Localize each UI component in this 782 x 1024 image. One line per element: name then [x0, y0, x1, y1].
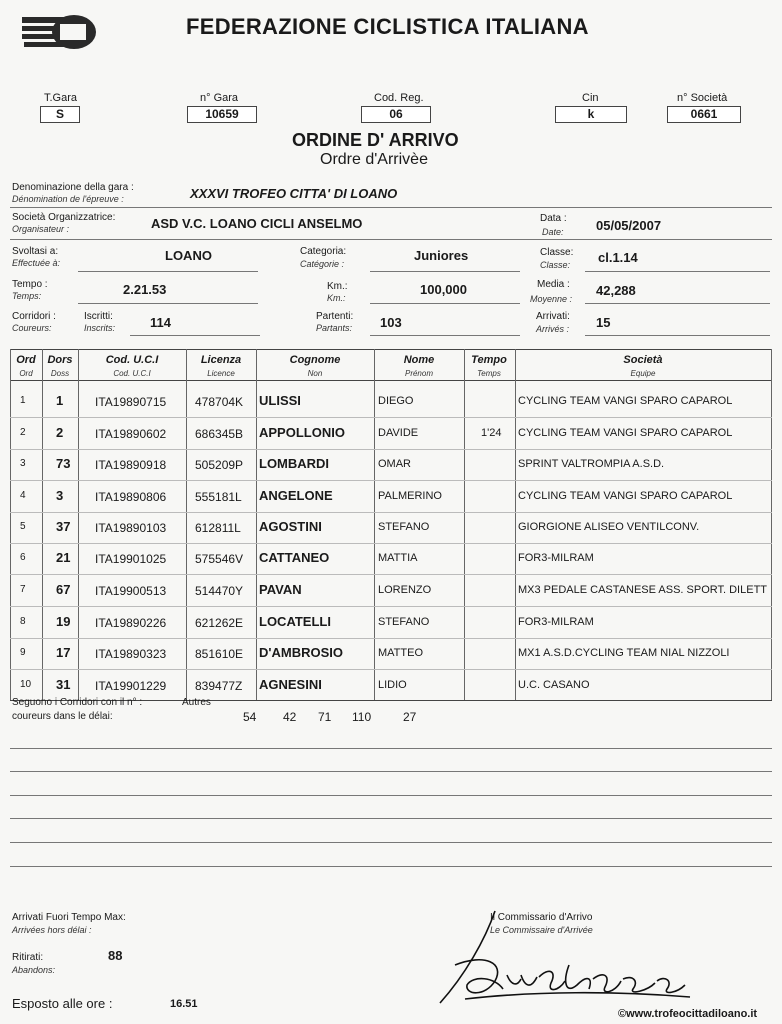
- cell-societa: GIORGIONE ALISEO VENTILCONV.: [518, 521, 700, 533]
- cell-societa: CYCLING TEAM VANGI SPARO CAPAROL: [518, 427, 733, 439]
- cell-cognome: APPOLLONIO: [259, 425, 345, 440]
- seguono-label: Seguono i Corridori con il n° :: [12, 697, 143, 708]
- cell-ord: 9: [20, 647, 26, 658]
- cell-nome: OMAR: [378, 458, 411, 470]
- cell-dors: 17: [56, 645, 71, 660]
- esposto-label: Esposto alle ore :: [12, 996, 113, 1011]
- categoria-value: Juniores: [414, 248, 469, 263]
- societa-label: Società Organizzatrice:: [12, 212, 116, 223]
- cell-uci: ITA19890323: [95, 647, 167, 661]
- codreg-box: 06: [361, 106, 431, 123]
- cell-societa: CYCLING TEAM VANGI SPARO CAPAROL: [518, 490, 733, 502]
- cell-ord: 3: [20, 458, 26, 469]
- nsoc-box: 0661: [667, 106, 741, 123]
- cell-ord: 2: [20, 427, 26, 438]
- cell-ord: 1: [20, 395, 26, 406]
- cell-dors: 1: [56, 393, 64, 408]
- denominazione-label-fr: Dénomination de l'épreuve :: [12, 194, 124, 204]
- ritirati-label-fr: Abandons:: [12, 965, 56, 975]
- commissario-label-fr: Le Commissaire d'Arrivée: [490, 925, 593, 935]
- categoria-label: Categoria:: [300, 246, 347, 257]
- cell-lic: 575546V: [195, 552, 244, 566]
- iscritti-value: 114: [150, 315, 171, 330]
- federation-title: FEDERAZIONE CICLISTICA ITALIANA: [186, 14, 589, 39]
- seguono-number: 110: [352, 710, 372, 724]
- tgara-label: T.Gara: [44, 92, 78, 104]
- commissario-label: Il Commissario d'Arrivo: [490, 912, 593, 923]
- fuori-tempo-label-fr: Arrivées hors délai :: [12, 925, 92, 935]
- cell-dors: 37: [56, 519, 71, 534]
- column-header-fr: Temps: [477, 369, 501, 378]
- cell-lic: 851610E: [195, 647, 244, 661]
- iscritti-label: Iscritti:: [84, 311, 113, 322]
- cell-tempo: 1'24: [481, 427, 502, 439]
- tempo-label-fr: Temps:: [12, 291, 42, 301]
- data-value: 05/05/2007: [596, 218, 662, 233]
- cin-box: k: [555, 106, 627, 123]
- cell-ord: 10: [20, 679, 32, 690]
- codreg-label: Cod. Reg.: [374, 92, 424, 104]
- cell-lic: 621262E: [195, 616, 244, 630]
- fci-logo-icon: [20, 14, 98, 50]
- corridori-label: Corridori :: [12, 311, 56, 322]
- ngara-box: 10659: [187, 106, 257, 123]
- cell-dors: 67: [56, 582, 71, 597]
- arrivati-label-fr: Arrivés :: [536, 324, 570, 334]
- km-label: Km.:: [327, 281, 348, 292]
- column-header: Tempo: [471, 354, 507, 366]
- cell-societa: FOR3-MILRAM: [518, 616, 594, 628]
- data-label: Data :: [540, 213, 567, 224]
- km-value: 100,000: [420, 282, 467, 297]
- partenti-label: Partenti:: [316, 311, 354, 322]
- document-title: ORDINE D' ARRIVO: [292, 130, 459, 150]
- arrivati-value: 15: [596, 315, 611, 330]
- cell-nome: LORENZO: [378, 584, 432, 596]
- ritirati-value: 88: [108, 948, 123, 963]
- denominazione-label: Denominazione della gara :: [12, 182, 134, 193]
- societa-label-fr: Organisateur :: [12, 224, 70, 234]
- cell-uci: ITA19890226: [95, 616, 167, 630]
- column-header-fr: Prénom: [404, 369, 433, 378]
- tempo-value: 2.21.53: [123, 282, 167, 297]
- arrivati-label: Arrivati:: [536, 311, 570, 322]
- categoria-label-fr: Catégorie :: [300, 259, 345, 269]
- media-label: Media :: [537, 279, 570, 290]
- column-header: Nome: [403, 354, 435, 366]
- document-subtitle: Ordre d'Arrivèe: [320, 151, 428, 168]
- cell-societa: CYCLING TEAM VANGI SPARO CAPAROL: [518, 395, 733, 407]
- cell-dors: 73: [56, 456, 71, 471]
- cell-nome: DAVIDE: [378, 427, 419, 439]
- cell-uci: ITA19901025: [95, 552, 167, 566]
- cell-cognome: CATTANEO: [259, 550, 330, 565]
- svolta-value: LOANO: [165, 248, 212, 263]
- classe-label: Classe:: [540, 247, 574, 258]
- column-header: Licenza: [200, 354, 242, 366]
- column-header-fr: Licence: [207, 369, 235, 378]
- denominazione-value: XXXVI TROFEO CITTA' DI LOANO: [190, 186, 398, 201]
- cell-uci: ITA19890602: [95, 427, 167, 441]
- cell-nome: DIEGO: [378, 395, 414, 407]
- cell-lic: 514470Y: [195, 584, 244, 598]
- autres-label: Autres: [182, 697, 211, 708]
- cell-cognome: AGOSTINI: [259, 519, 322, 534]
- classe-label-fr: Classe:: [540, 260, 571, 270]
- tempo-label: Tempo :: [12, 279, 48, 290]
- cell-dors: 21: [56, 550, 71, 565]
- cell-lic: 612811L: [195, 521, 241, 535]
- cell-dors: 19: [56, 614, 71, 629]
- cell-ord: 5: [20, 521, 26, 532]
- column-header-fr: Equipe: [630, 369, 656, 378]
- cell-dors: 3: [56, 488, 64, 503]
- cell-ord: 8: [20, 616, 26, 627]
- svolta-label-fr: Effectuée à:: [12, 258, 61, 268]
- column-header-fr: Non: [307, 369, 323, 378]
- seguono-number: 54: [243, 710, 257, 724]
- classe-value: cl.1.14: [598, 250, 638, 265]
- column-header: Dors: [47, 354, 73, 366]
- cell-ord: 4: [20, 490, 26, 501]
- cell-dors: 2: [56, 425, 64, 440]
- cell-dors: 31: [56, 677, 71, 692]
- nsoc-label: n° Società: [677, 92, 728, 104]
- seguono-number: 42: [283, 710, 297, 724]
- societa-value: ASD V.C. LOANO CICLI ANSELMO: [151, 216, 363, 231]
- cell-lic: 839477Z: [195, 679, 243, 693]
- cell-uci: ITA19900513: [95, 584, 167, 598]
- cell-ord: 6: [20, 552, 26, 563]
- cell-societa: U.C. CASANO: [518, 679, 590, 691]
- cell-uci: ITA19890103: [95, 521, 167, 535]
- svolta-label: Svoltasi a:: [12, 246, 59, 257]
- seguono-label-fr: coureurs dans le délai:: [12, 711, 113, 722]
- cell-uci: ITA19890918: [95, 458, 167, 472]
- signature-icon: [425, 905, 695, 1010]
- iscritti-label-fr: Inscrits:: [84, 323, 116, 333]
- cell-lic: 478704K: [195, 395, 244, 409]
- cell-uci: ITA19890715: [95, 395, 167, 409]
- cell-societa: FOR3-MILRAM: [518, 552, 594, 564]
- ngara-label: n° Gara: [200, 92, 239, 104]
- column-header: Cod. U.C.I: [105, 354, 159, 366]
- seguono-number: 71: [318, 710, 332, 724]
- column-header-fr: Doss: [50, 369, 70, 378]
- data-label-fr: Date:: [542, 227, 564, 237]
- cell-nome: MATTEO: [378, 647, 424, 659]
- cell-cognome: LOMBARDI: [259, 456, 330, 471]
- media-label-fr: Moyenne :: [530, 294, 573, 304]
- ritirati-label: Ritirati:: [12, 952, 44, 963]
- partenti-value: 103: [380, 315, 402, 330]
- esposto-value: 16.51: [170, 998, 198, 1010]
- column-header-fr: Cod. U.C.I: [113, 369, 151, 378]
- cell-cognome: ANGELONE: [259, 488, 333, 503]
- column-header: Cognome: [289, 354, 341, 366]
- cell-lic: 686345B: [195, 427, 244, 441]
- media-value: 42,288: [596, 283, 636, 298]
- cell-nome: STEFANO: [378, 521, 430, 533]
- partenti-label-fr: Partants:: [316, 323, 353, 333]
- cell-nome: PALMERINO: [378, 490, 442, 502]
- cell-uci: ITA19890806: [95, 490, 167, 504]
- cell-ord: 7: [20, 584, 26, 595]
- cell-uci: ITA19901229: [95, 679, 167, 693]
- cell-cognome: ULISSI: [259, 393, 301, 408]
- column-header: Ord: [16, 354, 36, 366]
- tgara-box: S: [40, 106, 80, 123]
- website-watermark: ©www.trofeocittadiloano.it: [618, 1008, 758, 1020]
- seguono-number: 27: [403, 710, 417, 724]
- cell-societa: MX3 PEDALE CASTANESE ASS. SPORT. DILETT: [518, 584, 768, 596]
- km-label-fr: Km.:: [327, 293, 346, 303]
- cell-societa: MX1 A.S.D.CYCLING TEAM NIAL NIZZOLI: [518, 647, 730, 659]
- cell-cognome: LOCATELLI: [259, 614, 331, 629]
- cell-nome: STEFANO: [378, 616, 430, 628]
- corridori-label-fr: Coureurs:: [12, 323, 52, 333]
- cell-nome: MATTIA: [378, 552, 418, 564]
- cell-cognome: PAVAN: [259, 582, 302, 597]
- cell-lic: 505209P: [195, 458, 244, 472]
- column-header: Società: [623, 354, 663, 366]
- cell-cognome: D'AMBROSIO: [259, 645, 343, 660]
- column-header-fr: Ord: [19, 369, 33, 378]
- fuori-tempo-label: Arrivati Fuori Tempo Max:: [12, 912, 126, 923]
- cell-nome: LIDIO: [378, 679, 407, 691]
- cell-lic: 555181L: [195, 490, 242, 504]
- cell-cognome: AGNESINI: [259, 677, 322, 692]
- cell-societa: SPRINT VALTROMPIA A.S.D.: [518, 458, 665, 470]
- cin-label: Cin: [582, 92, 599, 104]
